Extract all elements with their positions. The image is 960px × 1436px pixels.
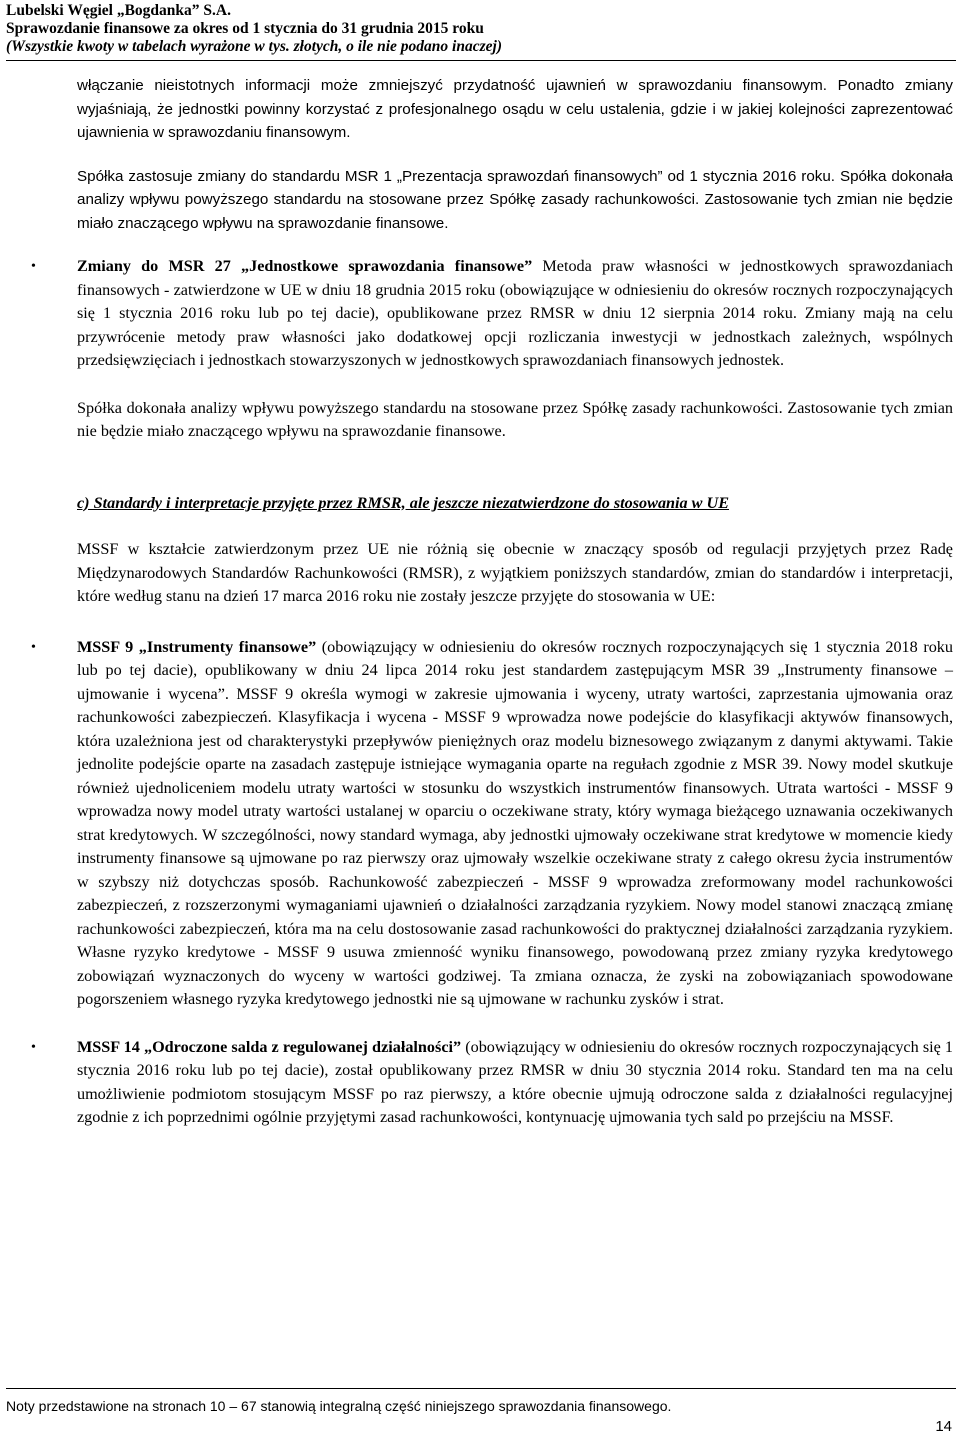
mssf9-title: MSSF 9 „Instrumenty finansowe” <box>77 637 317 656</box>
msr27-analysis: Spółka dokonała analizy wpływu powyższego standardu na stosowane przez Spółkę zasady rachunkowości. Zastosowanie tych zmian nie będzie miało znaczącego wpływu na sprawozdanie finansowe. <box>77 398 953 440</box>
mssf14-paragraph <box>77 1036 953 1130</box>
page-number: 14 <box>935 1418 952 1435</box>
report-title: Sprawozdanie finansowe za okres od 1 stycznia do 31 grudnia 2015 roku <box>6 20 484 37</box>
msr27-item <box>31 255 954 444</box>
bullet-icon: • <box>31 1039 36 1055</box>
msr27-body: Metoda praw własności w jednostkowych sprawozdaniach finansowych - zatwierdzone w UE w dniu 18 grudnia 2015 roku (obowiązujące w odniesieniu do okresów rocznych rozpoczynających się 1 stycznia 2016 roku lub po tej dacie), opublikowane przez RMSR w dniu 12 sierpnia 2014 roku. Zmiany mają na celu przywrócenie metody praw własności jako dodatkowej opcji rozliczania inwestycji w jednostkach zależnych, wspólnych przedsięwzięciach i jednostkach stowarzyszonych w jednostkowych sprawozdaniach finansowych jednostek. <box>77 257 954 369</box>
mssf9-body: (obowiązujący w odniesieniu do okresów rocznych rozpoczynających się 1 stycznia 2018 roku lub po tej dacie), opublikowany w dniu 24 lipca 2014 roku jest standardem zastępującym MSR 39 „Instrumenty finansowe – ujmowanie i wycena”. MSSF 9 określa wymogi w zakresie ujmowania i wyceny, utraty wartości, zaprzestania ujmowania oraz rachunkowości zabezpieczeń. Klasyfikacja i wycena - MSSF 9 wprowadza nowe podejście do klasyfikacji aktywów finansowych, która uzależniona jest od charakterystyki przepływów pieniężnych oraz modelu biznesowego związanym z danymi aktywami. Takie jednolite podejście oparte na zasadach zastępuje istniejące wymagania oparte na regułach zgodnie z MSR 39. Nowy model skutkuje również ujednoliceniem modelu utraty wartości w stosunku do wszystkich instrumentów finansowych. Utrata wartości - MSSF 9 wprowadza nowy model utraty wartości ustalanej w oparciu o oczekiwane straty, który wymaga bieżącego uznawania oczekiwanych strat kredytowych. W szczególności, nowy standard wymaga, aby jednostki ujmowały oczekiwane strat kredytowe w momencie kiedy instrumenty finansowe są ujmowane po raz pierwszy oraz ujmowały wszelkie oczekiwane straty z całego okresu życia instrumentów w szybszy niż dotychczas sposób. Rachunkowość zabezpieczeń - MSSF 9 wprowadza zreformowany model rachunkowości zabezpieczeń, z rozszerzonymi wymaganiami ujawnień o działalności zarządzania ryzykiem. Nowy model stanowi znaczącą zmianę rachunkowości zabezpieczeń, która ma na celu dostosowanie zasad rachunkowości do praktycznej działalności zarządzania ryzykiem. Własne ryzyko kredytowe - MSSF 9 usuwa zmienność wyniku finansowego, powodowaną przez zmiany ryzyka kredytowego zobowiązań wyznaczonych do wyceny w wartości godziwej. Ta zmiana oznacza, że zyski na zobowiązaniach spowodowane pogorszeniem własnego ryzyka kredytowego jednostki nie są ujmowane w rachunku zysków i strat. <box>77 637 953 1008</box>
document-body <box>31 74 954 1130</box>
amounts-note: (Wszystkie kwoty w tabelach wyrażone w tys. złotych, o ile nie podano inaczej) <box>6 38 502 55</box>
mssf9-item <box>31 636 953 1012</box>
mssf14-item <box>31 1036 954 1130</box>
msr27-paragraph <box>77 255 953 373</box>
bullet-icon: • <box>31 259 36 274</box>
mssf14-body: (obowiązujący w odniesieniu do okresów rocznych rozpoczynających się 1 stycznia 2016 roku lub po tej dacie), został opublikowany przez RMSR w dniu 30 stycznia 2014 roku. Standard ten ma na celu umożliwienie podmiotom stosującym MSSF po raz pierwszy, a które obecnie ujmują odroczone salda z działalności regulacyjnej zgodnie z ich poprzednimi ogólnie przyjętymi zasad rachunkowości, kontynuację ujmowania tych sald po przejściu na MSSF. <box>77 1037 954 1126</box>
page-footer <box>6 1388 956 1415</box>
intro-paragraph-2: Spółka zastosuje zmiany do standardu MSR 1 „Prezentacja sprawozdań finansowych” od 1 stycznia 2016 roku. Spółka dokonała analizy wpływu powyższego standardu na stosowane przez Spółkę zasady rachunkowości. Zastosowanie tych zmian nie będzie miało znaczącego wpływu na sprawozdanie finansowe. <box>77 167 953 232</box>
company-name: Lubelski Węgiel „Bogdanka” S.A. <box>6 2 231 19</box>
mssf14-title: MSSF 14 „Odroczone salda z regulowanej działalności” <box>77 1037 462 1056</box>
section-c-intro: MSSF w kształcie zatwierdzonym przez UE nie różnią się obecnie w znaczący sposób od regulacji przyjętych przez Radę Międzynarodowych Standardów Rachunkowości (RMSR), z wyjątkiem poniższych standardów, zmian do standardów i interpretacji, które według stanu na dzień 17 marca 2016 roku nie zostały jeszcze przyjęte do stosowania w UE: <box>77 540 953 605</box>
mssf9-paragraph <box>77 636 953 1012</box>
intro-paragraph-1: włączanie nieistotnych informacji może zmniejszyć przydatność ujawnień w sprawozdaniu finansowym. Ponadto zmiany wyjaśniają, że jednostki powinny korzystać z profesjonalnego osądu w celu ustalenia, gdzie i w jakiej kolejności zaprezentować ujawnienia w sprawozdaniu finansowym. <box>77 77 953 141</box>
bullet-icon: • <box>31 639 36 655</box>
footer-note: Noty przedstawione na stronach 10 – 67 stanowią integralną część niniejszego sprawozdania finansowego. <box>6 1398 672 1414</box>
msr27-title: Zmiany do MSR 27 „Jednostkowe sprawozdania finansowe” <box>77 257 533 275</box>
section-c-title: c) Standardy i interpretacje przyjęte przez RMSR, ale jeszcze niezatwierdzone do stosowania w UE <box>77 493 730 512</box>
page-header <box>6 2 956 61</box>
